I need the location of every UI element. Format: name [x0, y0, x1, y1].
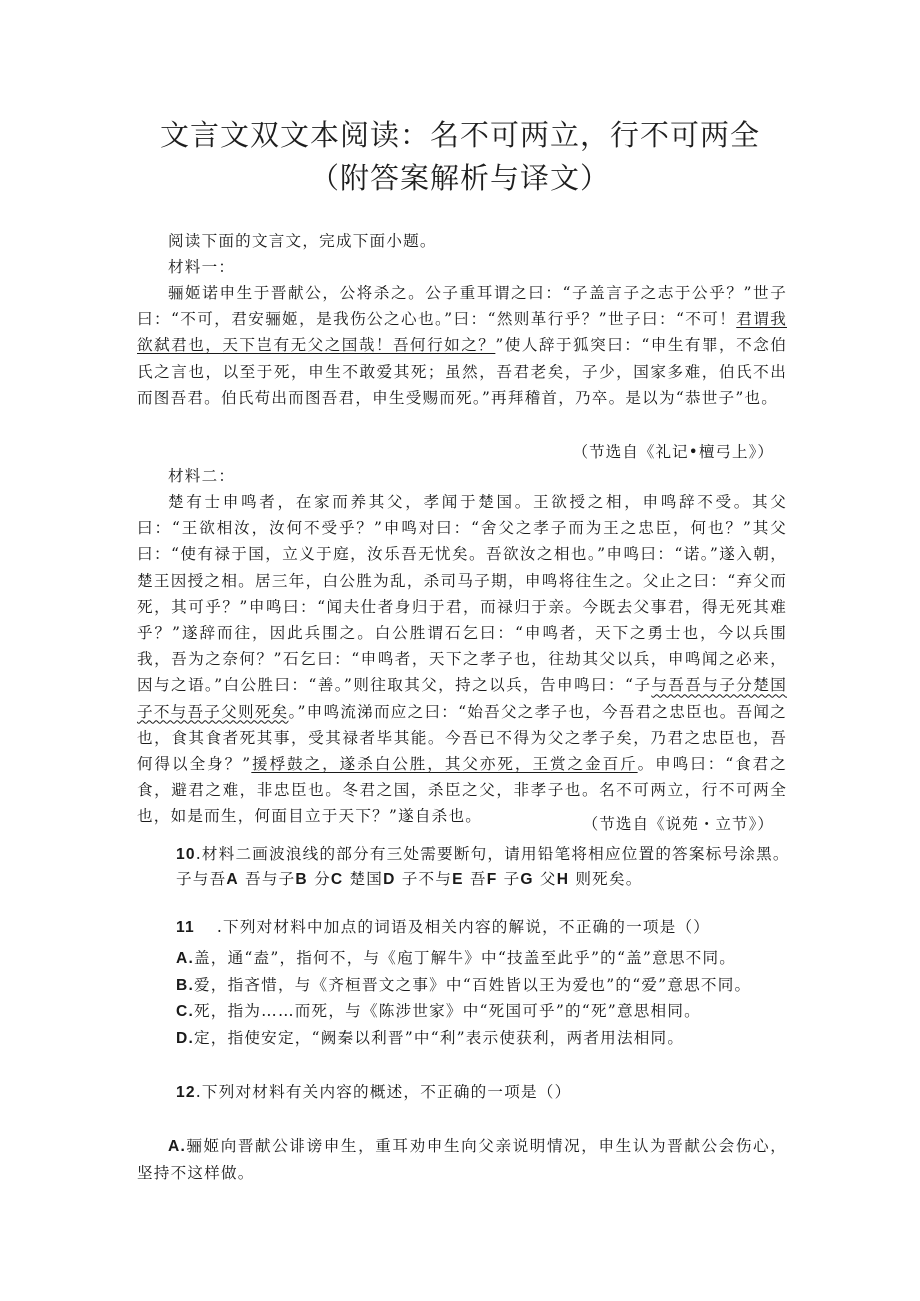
question-12-number: 12	[176, 1084, 196, 1101]
material1-text-a: 骊姬诺申生于晋献公，公将杀之。公子重耳谓之曰：“子盖言子之志于公乎？”世子曰：“不可，君安骊姬，是我伤公之心也。”曰：“然则革行乎？”世子曰：“不可！	[137, 284, 787, 329]
material2-passage	[137, 489, 787, 830]
option-text: 死，指为……而死，与《陈涉世家》中“死国可乎”的“死”意思相同。	[194, 1002, 701, 1020]
option-text: 骊姬向晋献公诽谤申生，重耳劝申生向父亲说明情况，申生认为晋献公会伤心，坚持不这样做。	[137, 1137, 787, 1183]
material2-text-a: 楚有士申鸣者，在家而养其父，孝闻于楚国。王欲授之相，申鸣辞不受。其父曰：“王欲相汝，汝何不受乎？”申鸣对曰：“舍父之孝子而为王之忠臣，何也？”其父曰：“使有禄于国，立义于庭，汝乐吾无忧矣。吾欲汝之相也。”申鸣曰：“诺。”遂入朝，楚王因授之相。居三年，白公胜为乱，杀司马子期，申鸣将往生之。父止之曰：“弃父而死，其可乎？”申鸣曰：“闻夫仕者身归于君，而禄归于亲。今既去父事君，得无死其难乎？”遂辞而往，因此兵围之。白公胜谓石乞曰：“申鸣者，天下之勇士也，今以兵围我，吾为之奈何？”石乞曰：“申鸣者，天下之孝子也，往劫其父以兵，申鸣闻之必来，因与之语。”白公胜曰：“善。”则往取其父，持之以兵，告申鸣曰：“子	[137, 493, 787, 695]
material1-source: （节选自《礼记•檀弓上》）	[572, 443, 774, 461]
q10-option-e[interactable]: E	[452, 871, 464, 888]
material2-underlined-sentence: 援桴鼓之，遂杀白公胜，其父亦死，王赏之金百斤	[251, 755, 638, 774]
question-12-text: .下列对材料有关内容的概述，不正确的一项是（）	[195, 1083, 572, 1101]
q11-option-c[interactable]	[176, 999, 826, 1021]
option-letter: C.	[176, 1003, 194, 1020]
q10-option-b[interactable]: B	[295, 871, 308, 888]
q10-segment-text: 子与吾	[176, 870, 227, 888]
document-title: 文言文双文本阅读：名不可两立，行不可两全	[159, 118, 760, 152]
q11-option-b[interactable]	[176, 973, 826, 995]
option-letter: B.	[176, 977, 194, 994]
q10-option-f[interactable]: F	[486, 871, 498, 888]
q10-segment-text: 分	[314, 870, 331, 888]
q10-option-g[interactable]: G	[520, 871, 534, 888]
option-letter: D.	[176, 1030, 194, 1047]
option-letter: A.	[168, 1138, 186, 1155]
q10-option-h[interactable]: H	[556, 871, 570, 888]
q10-option-c[interactable]: C	[330, 871, 344, 888]
q10-segment-text: 子	[503, 870, 521, 888]
question-11-text: .下列对材料中加点的词语及相关内容的解说，不正确的一项是（）	[216, 918, 711, 936]
q11-option-d[interactable]	[176, 1026, 826, 1048]
q10-option-d[interactable]: D	[383, 871, 396, 888]
question-11	[176, 915, 826, 937]
q10-segment-text: 子不与	[401, 870, 453, 888]
q10-option-a[interactable]: A	[226, 871, 239, 888]
option-letter: A.	[176, 950, 194, 967]
material1-underlined-sentence: 君谓我欲弑君也，天下岂有无父之国哉！吾何行如之？	[137, 310, 787, 355]
q10-segment-text: 吾与子	[245, 870, 296, 888]
material2-wavy-sentence: 与吾吾与子分楚国子不与吾子父则死矣	[137, 676, 787, 721]
material2-source: （节选自《说苑・立节》）	[582, 815, 774, 833]
material2-text-c: 。申鸣曰：“食君之食，避君之难，非忠臣也。冬君之国，杀臣之父，非孝子也。名不可两立，行不可两全也，如是而生，何面目立于天下？”遂自杀也。	[137, 755, 787, 826]
question-10-options	[176, 867, 826, 889]
material2-label: 材料二：	[168, 467, 236, 485]
option-text: 爱，指吝惜，与《齐桓晋文之事》中“百姓皆以王为爱也”的“爱”意思不同。	[194, 976, 752, 994]
q10-segment-text: 吾	[469, 870, 487, 888]
intro-instruction: 阅读下面的文言文，完成下面小题。	[168, 232, 437, 250]
question-10-number: 10	[176, 846, 196, 863]
q12-option-a[interactable]	[137, 1133, 787, 1186]
question-10	[176, 842, 826, 864]
material1-label: 材料一：	[168, 258, 236, 276]
q10-segment-text: 父	[539, 870, 557, 888]
material1-passage	[137, 280, 787, 411]
document-subtitle: （附答案解析与译文）	[309, 161, 610, 195]
q11-option-a[interactable]	[176, 946, 826, 968]
question-11-number: 11	[176, 919, 195, 936]
material1-text-b: ”使人辞于狐突曰：“申生有罪，不念伯氏之言也，以至于死，申生不敢爱其死；虽然，吾君老矣，子少，国家多难，伯氏不出而图吾君。伯氏苟出而图吾君，申生受赐而死。”再拜稽首，乃卒。是以为“恭世子”也。	[137, 336, 788, 407]
q10-tail-text: 则死矣。	[575, 870, 643, 888]
question-10-text: .材料二画波浪线的部分有三处需要断句，请用铅笔将相应位置的答案标号涂黑。	[195, 845, 790, 863]
q10-segment-text: 楚国	[349, 870, 384, 888]
question-12	[176, 1080, 826, 1102]
material2-text-b: 。”申鸣流涕而应之曰：“始吾父之孝子也，今吾君之忠臣也。吾闻之也，食其食者死其事，受其禄者毕其能。今吾已不得为父之孝子矣，乃君之忠臣也，吾何得以全身？”	[137, 702, 787, 774]
option-text: 定，指使安定，“阙秦以利晋”中“利”表示使获利，两者用法相同。	[194, 1029, 685, 1047]
option-text: 盖，通“盍”，指何不，与《庖丁解牛》中“技盖至此乎”的“盖”意思不同。	[194, 949, 737, 967]
